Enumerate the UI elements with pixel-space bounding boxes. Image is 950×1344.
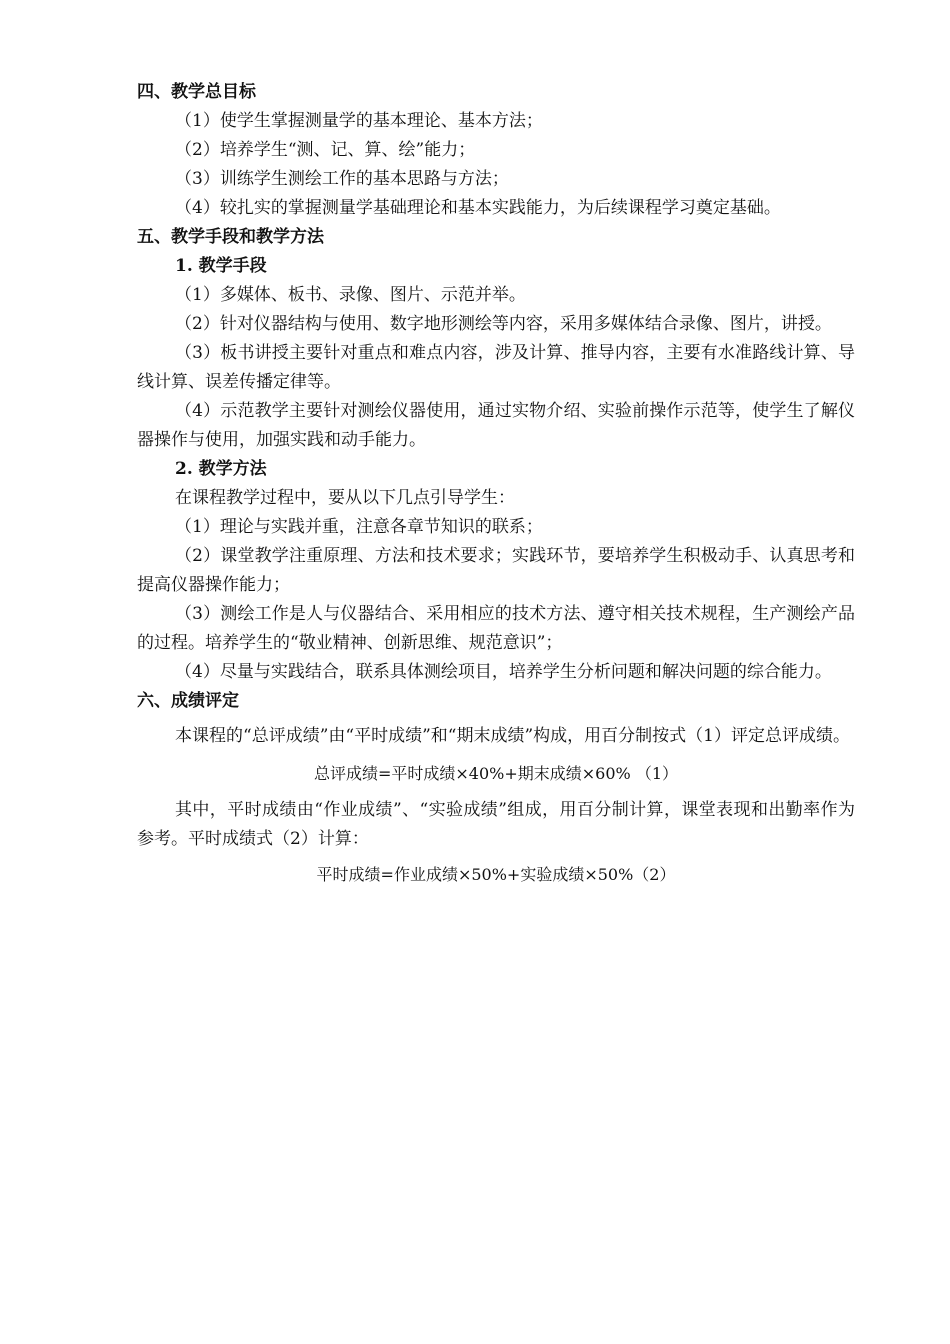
methods-item-3: （3）测绘工作是人与仪器结合、采用相应的技术方法、遵守相关技术规程，生产测绘产品的过程。培养学生的“敬业精神、创新思维、规范意识”； [137, 604, 855, 653]
means-item-2: （2）针对仪器结构与使用、数字地形测绘等内容，采用多媒体结合录像、图片，讲授。 [175, 314, 832, 334]
means-item-3: （3）板书讲授主要针对重点和难点内容，涉及计算、推导内容，主要有水准路线计算、导线计算、误差传播定律等。 [137, 343, 855, 392]
section-5-heading: 五、教学手段和教学方法 [137, 227, 324, 247]
methods-intro: 在课程教学过程中，要从以下几点引导学生： [175, 488, 515, 508]
methods-item-1: （1）理论与实践并重，注意各章节知识的联系； [175, 517, 543, 537]
goal-item-3: （3）训练学生测绘工作的基本思路与方法； [175, 169, 509, 189]
formula-2: 平时成绩=作业成绩×50%+实验成绩×50%（2） [316, 865, 676, 884]
formula-1: 总评成绩=平时成绩×40%+期末成绩×60% （1） [313, 764, 679, 783]
means-item-4: （4）示范教学主要针对测绘仪器使用，通过实物介绍、实验前操作示范等，使学生了解仪器操作与使用，加强实践和动手能力。 [137, 401, 855, 450]
goal-item-1: （1）使学生掌握测量学的基本理论、基本方法； [175, 111, 543, 131]
goal-item-4: （4）较扎实的掌握测量学基础理论和基本实践能力，为后续课程学习奠定基础。 [175, 198, 781, 218]
section-6-heading: 六、成绩评定 [137, 691, 239, 711]
grading-paragraph-1: 本课程的“总评成绩”由“平时成绩”和“期末成绩”构成，用百分制按式（1）评定总评成绩。 [175, 726, 850, 746]
subsection-teaching-means-heading: 1. 教学手段 [175, 256, 267, 276]
grading-paragraph-2: 其中，平时成绩由“作业成绩”、“实验成绩”组成，用百分制计算，课堂表现和出勤率作为参考。平时成绩式（2）计算： [137, 800, 855, 849]
methods-item-4: （4）尽量与实践结合，联系具体测绘项目，培养学生分析问题和解决问题的综合能力。 [175, 662, 832, 682]
methods-item-2: （2）课堂教学注重原理、方法和技术要求；实践环节，要培养学生积极动手、认真思考和提高仪器操作能力； [137, 546, 855, 595]
subsection-teaching-methods-heading: 2. 教学方法 [175, 459, 267, 479]
goal-item-2: （2）培养学生“测、记、算、绘”能力； [175, 140, 476, 160]
section-4-heading: 四、教学总目标 [137, 82, 256, 102]
means-item-1: （1）多媒体、板书、录像、图片、示范并举。 [175, 285, 526, 305]
